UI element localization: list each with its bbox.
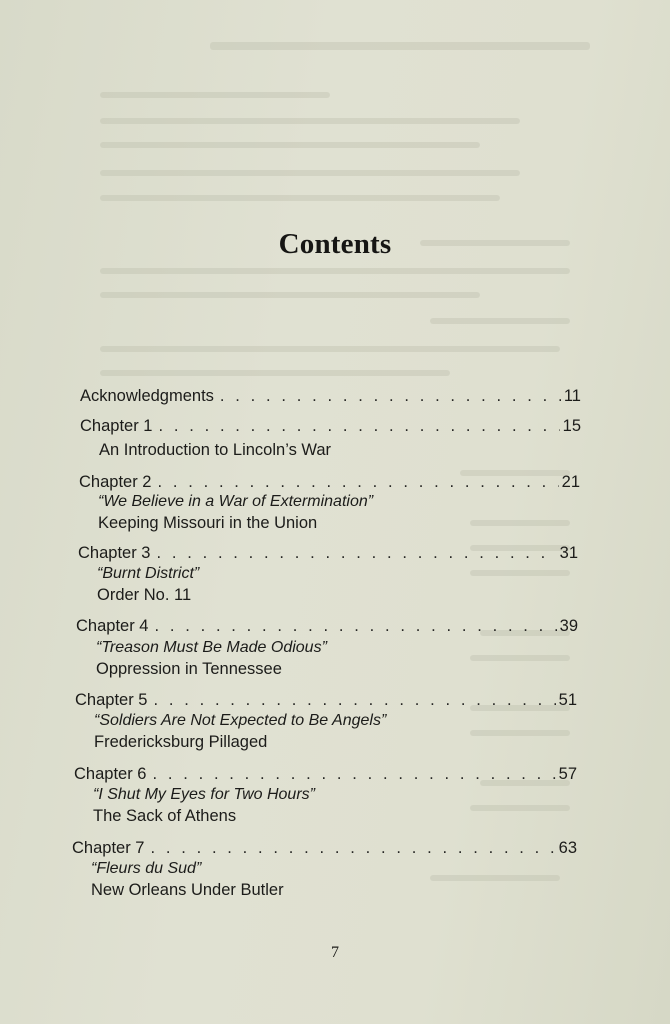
toc-entry-description: An Introduction to Lincoln’s War bbox=[99, 441, 332, 459]
toc-entry-label: Chapter 3 bbox=[78, 544, 151, 562]
toc-entry-subtitle: “Treason Must Be Made Odious” bbox=[96, 639, 327, 656]
toc-entry-label: Acknowledgments bbox=[80, 387, 214, 405]
dot-leader bbox=[158, 416, 559, 436]
toc-entry-chapter-3 bbox=[78, 543, 578, 563]
toc-entry-description: Keeping Missouri in the Union bbox=[98, 514, 318, 532]
dot-leader bbox=[153, 690, 555, 710]
toc-entry-description: Oppression in Tennessee bbox=[96, 660, 282, 678]
toc-entry-subtitle: “Burnt District” bbox=[97, 565, 200, 582]
toc-entry-chapter-6 bbox=[74, 764, 577, 784]
toc-entry-subtitle: “We Believe in a War of Extermination” bbox=[98, 493, 374, 510]
toc-entry-chapter-4 bbox=[76, 616, 578, 636]
toc-entry-chapter-7 bbox=[72, 838, 577, 858]
page-title: Contents bbox=[278, 228, 392, 260]
toc-entry-page: 15 bbox=[562, 417, 581, 435]
toc-entry-label: Chapter 7 bbox=[72, 839, 145, 857]
toc-entry-page: 21 bbox=[561, 473, 580, 491]
toc-entry-description: Fredericksburg Pillaged bbox=[94, 733, 268, 751]
toc-entry-page: 63 bbox=[558, 839, 577, 857]
toc-entry-page: 57 bbox=[558, 765, 577, 783]
toc-entry-description: Order No. 11 bbox=[97, 586, 192, 604]
toc-entry-label: Chapter 6 bbox=[74, 765, 147, 783]
toc-entry-page: 39 bbox=[559, 617, 578, 635]
dot-leader bbox=[152, 764, 555, 784]
dot-leader bbox=[154, 616, 556, 636]
toc-entry-description: The Sack of Athens bbox=[93, 807, 237, 825]
dot-leader bbox=[220, 386, 561, 406]
toc-entry-label: Chapter 2 bbox=[79, 473, 152, 491]
toc-entry-subtitle: “I Shut My Eyes for Two Hours” bbox=[93, 786, 315, 803]
toc-entry-label: Chapter 4 bbox=[76, 617, 149, 635]
toc-entry-label: Chapter 1 bbox=[80, 417, 153, 435]
toc-entry-page: 11 bbox=[563, 387, 581, 405]
toc-entry-chapter-1 bbox=[80, 416, 581, 436]
toc-entry-page: 31 bbox=[559, 544, 578, 562]
dot-leader bbox=[150, 838, 555, 858]
toc-entry-subtitle: “Soldiers Are Not Expected to Be Angels” bbox=[94, 712, 387, 729]
toc-entry-label: Chapter 5 bbox=[75, 691, 148, 709]
toc-entry-description: New Orleans Under Butler bbox=[91, 881, 284, 899]
toc-entry-acknowledgments bbox=[80, 386, 581, 406]
dot-leader bbox=[157, 472, 558, 492]
toc-entry-chapter-2 bbox=[79, 472, 580, 492]
toc-entry-chapter-5 bbox=[75, 690, 577, 710]
page-number: 7 bbox=[331, 944, 339, 961]
dot-leader bbox=[156, 543, 556, 563]
toc-entry-page: 51 bbox=[558, 691, 577, 709]
toc-entry-subtitle: “Fleurs du Sud” bbox=[91, 860, 202, 877]
